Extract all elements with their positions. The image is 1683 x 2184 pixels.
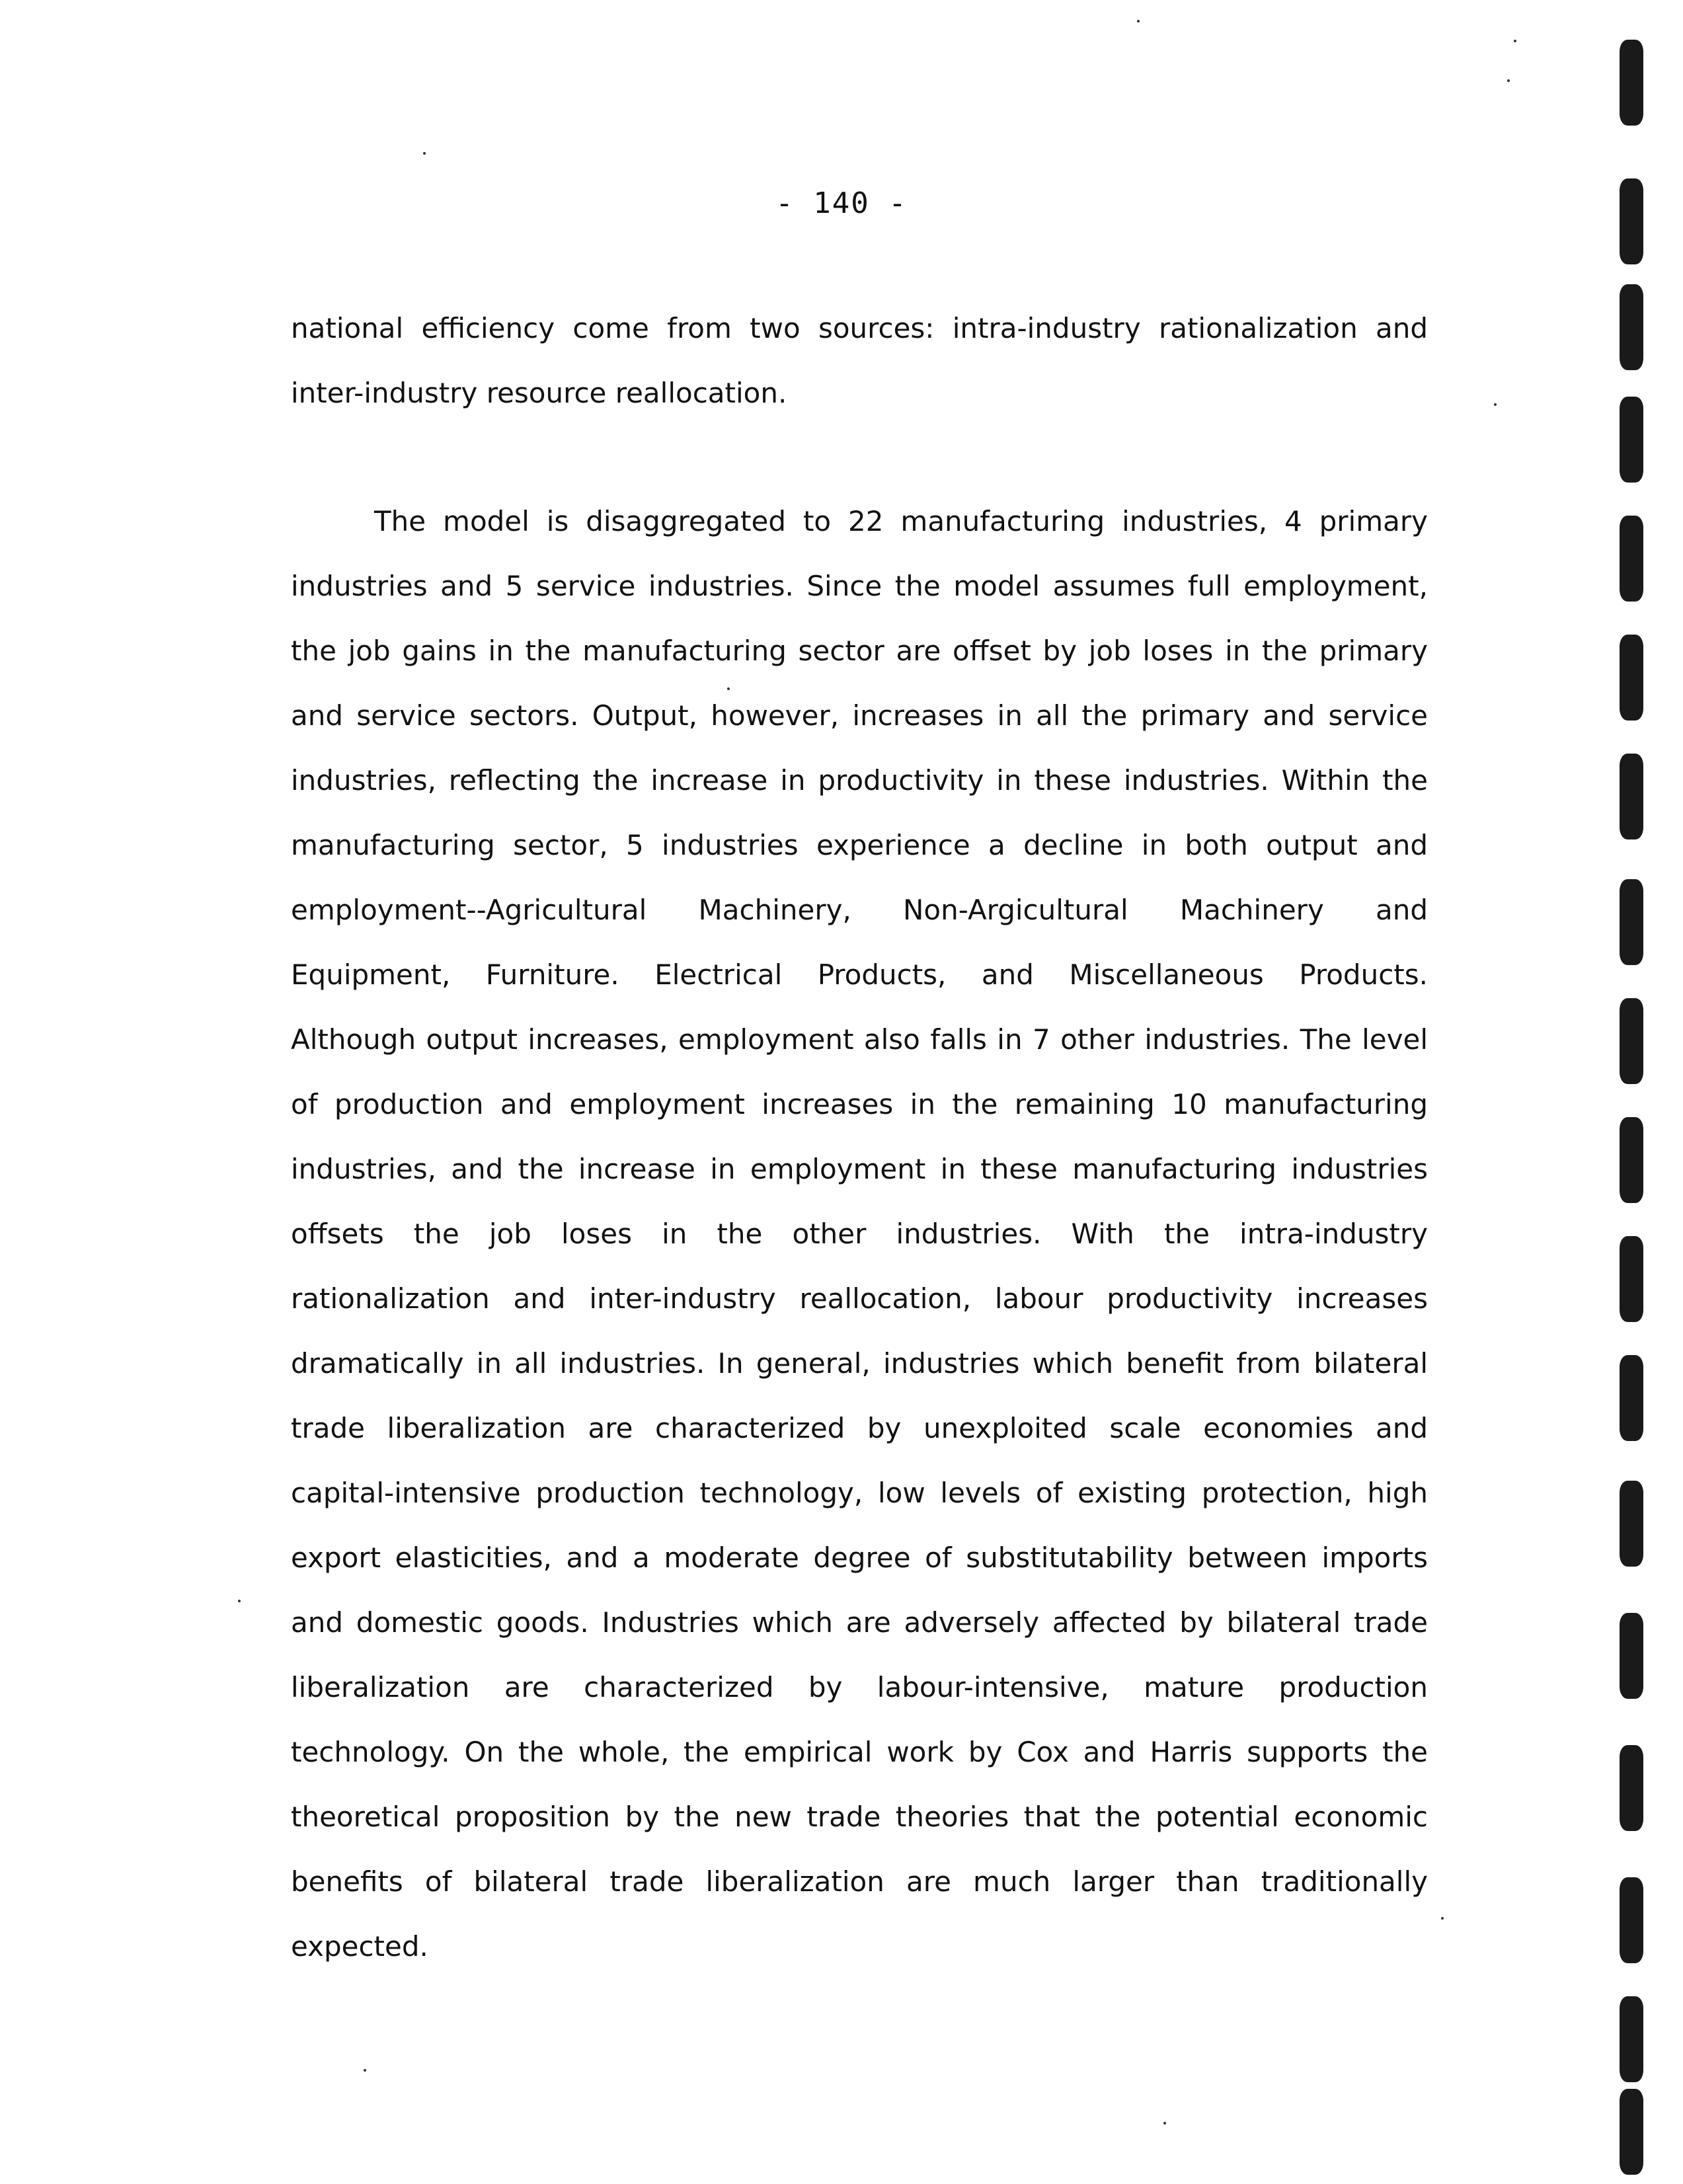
binding-hole (1620, 284, 1643, 370)
text-line: rationalization and inter-industry reallocation, labour productivity increases (291, 1282, 1428, 1315)
text-line: expected. (291, 1930, 428, 1963)
scan-speck (1163, 2122, 1166, 2125)
scan-speck (727, 687, 730, 690)
scan-speck (423, 152, 426, 155)
text-line: theoretical proposition by the new trade theories that the potential economic (291, 1801, 1428, 1833)
text-line: capital-intensive production technology, low levels of existing protection, high (291, 1477, 1428, 1509)
text-line: national efficiency come from two sources: intra-industry rationalization and (291, 312, 1428, 344)
binding-hole (1620, 178, 1643, 264)
text-line: dramatically in all industries. In general, industries which benefit from bilateral (291, 1347, 1428, 1380)
text-line: and service sectors. Output, however, increases in all the primary and service (291, 699, 1428, 732)
scan-speck (238, 1600, 241, 1602)
scan-speck (1514, 40, 1516, 42)
scan-speck (1507, 79, 1510, 82)
text-line: the job gains in the manufacturing sector are offset by job loses in the primary (291, 635, 1428, 667)
binding-hole (1620, 40, 1643, 126)
text-line: offsets the job loses in the other industries. With the intra-industry (291, 1218, 1428, 1250)
scan-speck (1441, 1917, 1444, 1920)
text-line: and domestic goods. Industries which are adversely affected by bilateral trade (291, 1606, 1428, 1639)
scan-speck (1137, 20, 1140, 22)
binding-hole (1620, 2089, 1643, 2175)
scan-speck (1494, 403, 1497, 406)
binding-hole (1620, 1355, 1643, 1441)
binding-hole (1620, 754, 1643, 839)
text-line: industries, and the increase in employment in these manufacturing industries (291, 1153, 1428, 1185)
binding-hole (1620, 1996, 1643, 2082)
text-line: The model is disaggregated to 22 manufacturing industries, 4 primary (374, 505, 1428, 537)
paragraph-1 (291, 296, 1428, 426)
text-line: inter-industry resource reallocation. (291, 377, 787, 409)
text-line: manufacturing sector, 5 industries experience a decline in both output and (291, 829, 1428, 861)
text-line: benefits of bilateral trade liberalization are much larger than traditionally (291, 1865, 1428, 1898)
binding-holes (1613, 26, 1653, 2168)
text-line: trade liberalization are characterized by unexploited scale economies and (291, 1412, 1428, 1444)
binding-hole (1620, 879, 1643, 965)
page-number: - 140 - (775, 186, 908, 220)
text-line: Equipment, Furniture. Electrical Products, and Miscellaneous Products. (291, 958, 1428, 991)
binding-hole (1620, 1117, 1643, 1203)
binding-hole (1620, 998, 1643, 1084)
scan-speck (364, 2069, 366, 2072)
binding-hole (1620, 1236, 1643, 1322)
binding-hole (1620, 635, 1643, 721)
text-line: liberalization are characterized by labour-intensive, mature production (291, 1671, 1428, 1703)
binding-hole (1620, 516, 1643, 602)
text-line: of production and employment increases in the remaining 10 manufacturing (291, 1088, 1428, 1120)
text-line: technology. On the whole, the empirical work by Cox and Harris supports the (291, 1736, 1428, 1768)
text-line: employment--Agricultural Machinery, Non-Argicultural Machinery and (291, 894, 1428, 926)
binding-hole (1620, 1877, 1643, 1963)
text-line: industries and 5 service industries. Since the model assumes full employment, (291, 570, 1428, 602)
text-line: export elasticities, and a moderate degree of substitutability between imports (291, 1541, 1428, 1574)
text-line: Although output increases, employment also falls in 7 other industries. The level (291, 1023, 1428, 1056)
binding-hole (1620, 397, 1643, 483)
binding-hole (1620, 1745, 1643, 1831)
binding-hole (1620, 1481, 1643, 1567)
text-line: industries, reflecting the increase in productivity in these industries. Within the (291, 764, 1428, 797)
binding-hole (1620, 1613, 1643, 1699)
paragraph-2 (291, 489, 1428, 1979)
